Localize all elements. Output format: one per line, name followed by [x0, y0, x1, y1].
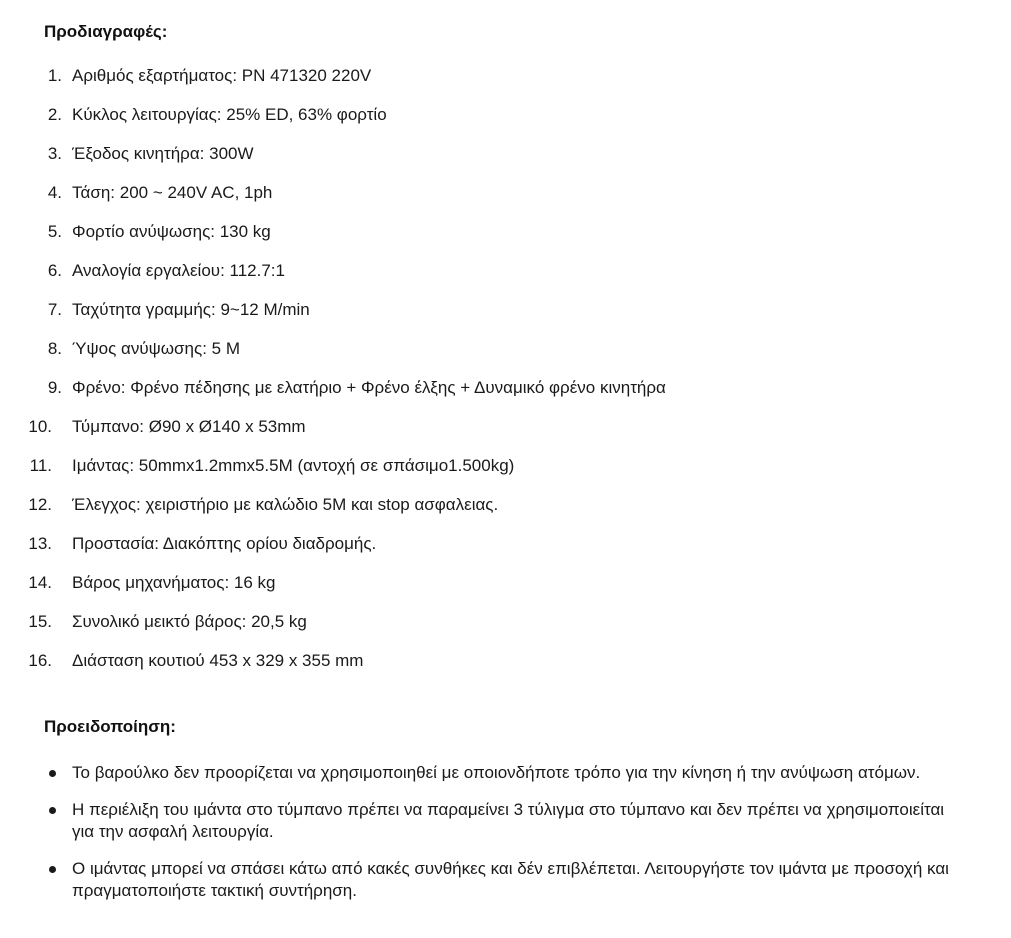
spec-number: 15. [28, 612, 52, 631]
spec-number: 1. [47, 66, 62, 85]
spec-text: Φορτίο ανύψωσης: 130 kg [72, 222, 271, 241]
spec-number: 6. [47, 261, 62, 280]
bullet-icon [49, 807, 56, 814]
spec-text: Φρένο: Φρένο πέδησης με ελατήριο + Φρένο έλξης + Δυναμικό φρένο κινητήρα [72, 378, 666, 397]
bullet-icon [49, 866, 56, 873]
spec-text: Αναλογία εργαλείου: 112.7:1 [72, 261, 285, 280]
spec-text: Κύκλος λειτουργίας: 25% ED, 63% φορτίο [72, 105, 387, 124]
spec-text: Βάρος μηχανήματος: 16 kg [72, 573, 276, 592]
specs-heading: Προδιαγραφές: [44, 22, 168, 41]
warning-item [0, 799, 952, 843]
spec-text: Έξοδος κινητήρα: 300W [72, 144, 254, 163]
spec-text: Τύμπανο: Ø90 x Ø140 x 53mm [72, 417, 306, 436]
spec-number: 14. [28, 573, 52, 592]
spec-text: Διάσταση κουτιού 453 x 329 x 355 mm [72, 651, 364, 670]
warning-heading: Προειδοποίηση: [44, 717, 176, 736]
spec-number: 13. [28, 534, 52, 553]
spec-number: 3. [47, 144, 62, 163]
warning-item [0, 762, 952, 784]
spec-text: Συνολικό μεικτό βάρος: 20,5 kg [72, 612, 307, 631]
spec-text: Αριθμός εξαρτήματος: PN 471320 220V [72, 66, 372, 85]
spec-text: Προστασία: Διακόπτης ορίου διαδρομής. [72, 534, 377, 553]
spec-number: 4. [47, 183, 62, 202]
spec-number: 9. [47, 378, 62, 397]
spec-number: 11. [29, 456, 52, 475]
spec-number: 8. [47, 339, 62, 358]
spec-text: Ιμάντας: 50mmx1.2mmx5.5M (αντοχή σε σπάσιμο1.500kg) [72, 456, 515, 475]
warning-text: Το βαρούλκο δεν προορίζεται να χρησιμοποιηθεί με οποιονδήποτε τρόπο για την κίνηση ή την ανύψωση ατόμων. [72, 763, 921, 782]
spec-text: Ταχύτητα γραμμής: 9~12 M/min [72, 300, 310, 319]
spec-number: 2. [47, 105, 62, 124]
spec-text: Τάση: 200 ~ 240V AC, 1ph [72, 183, 273, 202]
spec-text: Ύψος ανύψωσης: 5 M [72, 339, 240, 358]
warning-list [0, 762, 1011, 917]
warning-item [0, 858, 952, 902]
spec-number: 7. [47, 300, 62, 319]
warning-text: Ο ιμάντας μπορεί να σπάσει κάτω από κακές συνθήκες και δέν επιβλέπεται. Λειτουργήστε τον ιμάντα με προσοχή και πραγματοποιήστε τακτική συντήρηση. [72, 859, 949, 900]
spec-number: 12. [28, 495, 52, 514]
spec-number: 10. [28, 417, 52, 436]
spec-number: 5. [47, 222, 62, 241]
warning-text: Η περιέλιξη του ιμάντα στο τύμπανο πρέπει να παραμείνει 3 τύλιγμα στο τύμπανο και δεν πρέπει να χρησιμοποιείται για την ασφαλή λειτουργία. [72, 800, 945, 841]
bullet-icon [49, 770, 56, 777]
spec-text: Έλεγχος: χειριστήριο με καλώδιο 5M και stop ασφαλειας. [72, 495, 499, 514]
spec-number: 16. [28, 651, 52, 670]
